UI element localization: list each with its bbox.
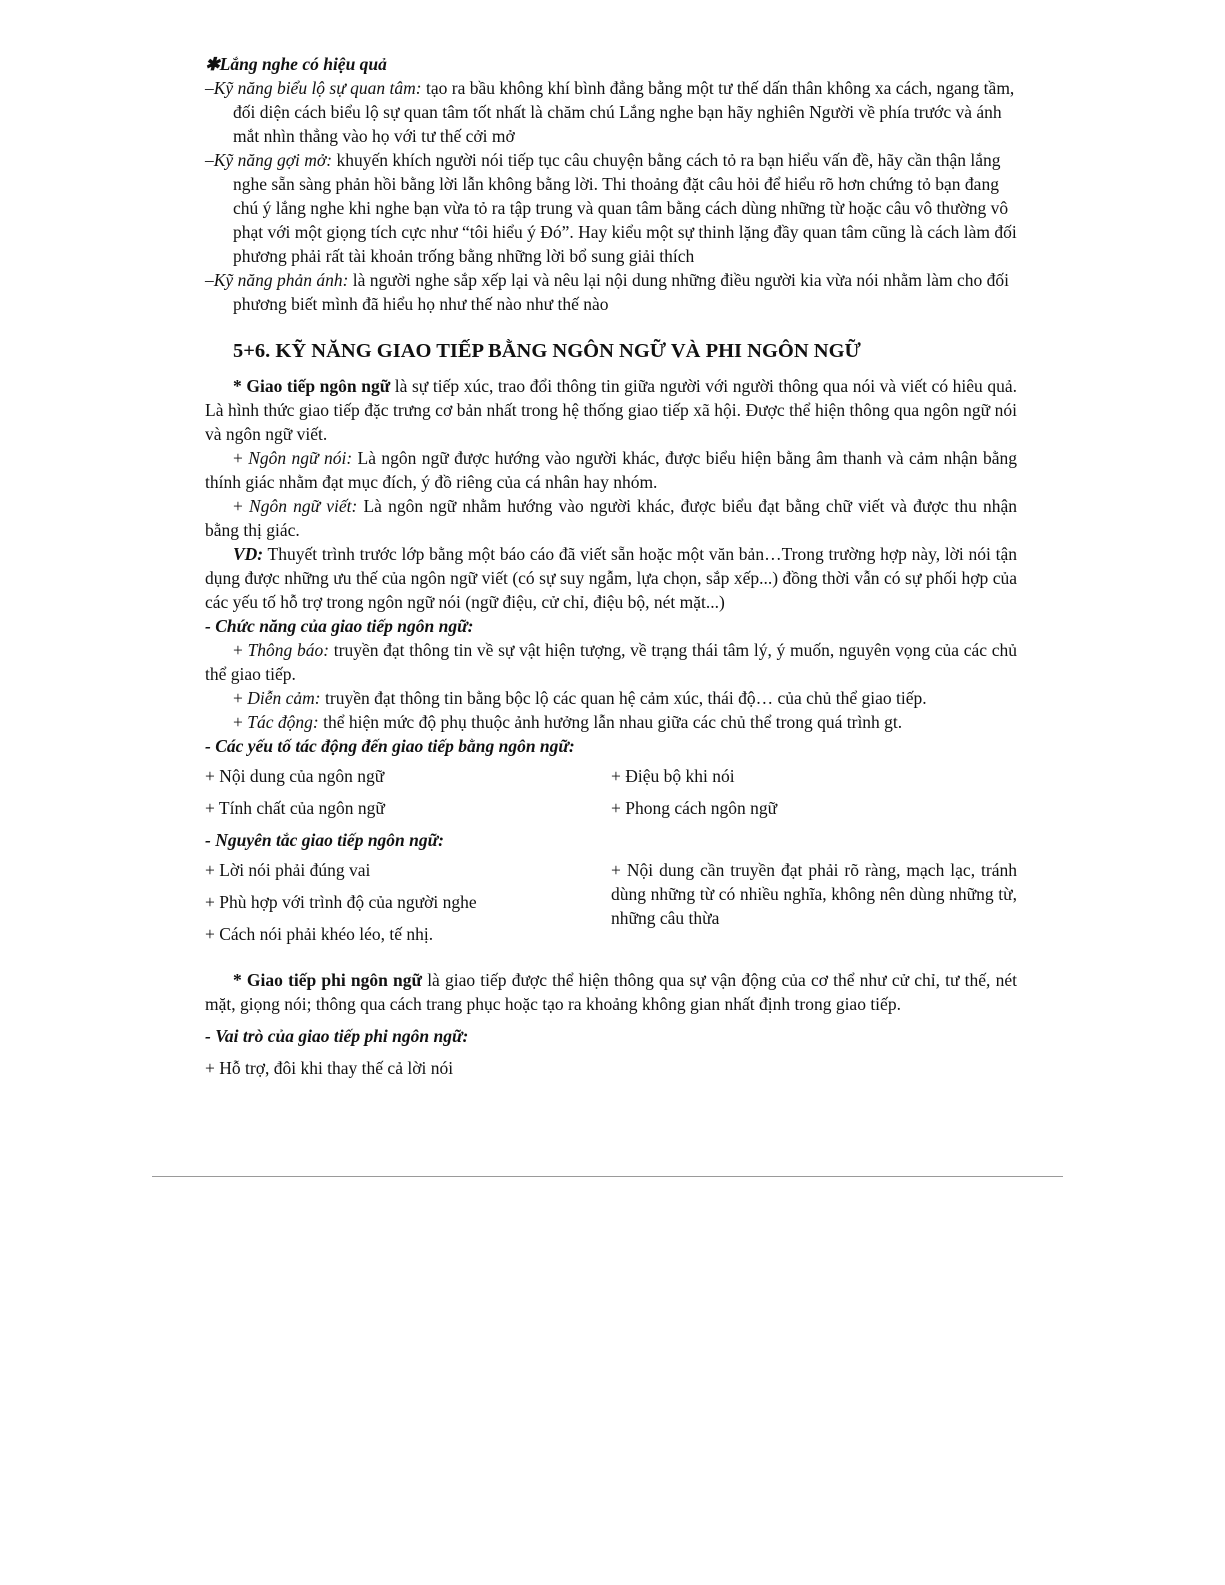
listening-heading: ✱Lắng nghe có hiệu quả xyxy=(205,54,387,74)
factors-left-column xyxy=(205,764,611,828)
spoken-term: Ngôn ngữ nói: xyxy=(248,448,353,468)
listening-item-reflecting xyxy=(205,268,1017,316)
verbal-definition xyxy=(205,374,1017,446)
principle-item: + Nội dung cần truyền đạt phải rõ ràng, mạch lạc, tránh dùng những từ có nhiều nghĩa, không nên dùng những từ, những câu thừa xyxy=(611,860,1017,928)
function-text: truyền đạt thông tin bằng bộc lộ các quan hệ cảm xúc, thái độ… của chủ thể giao tiếp. xyxy=(320,688,927,708)
plus-mark: + xyxy=(233,712,248,732)
item-term: Kỹ năng biểu lộ sự quan tâm: xyxy=(213,78,422,98)
function-term: Tác động: xyxy=(247,712,319,732)
item-text: là người nghe sắp xếp lại và nêu lại nội dung những điều người kia vừa nói nhằm làm cho đối phương biết mình đã hiểu họ như thế nào như thế nào xyxy=(233,270,1009,314)
function-term: Thông báo: xyxy=(247,640,330,660)
plus-mark: + xyxy=(233,448,249,468)
nonverbal-term: Giao tiếp phi ngôn ngữ xyxy=(246,970,423,990)
spoken-text: Là ngôn ngữ được hướng vào người khác, được biểu hiện bằng âm thanh và cảm nhận bằng thính giác nhằm đạt mục đích, ý đồ riêng của cá nhân hay nhóm. xyxy=(205,448,1017,492)
nonverbal-definition xyxy=(205,968,1017,1016)
listening-item-prompting xyxy=(205,148,1017,268)
verbal-text: là sự tiếp xúc, trao đổi thông tin giữa người với người thông qua nói và viết có hiêu quả. Là hình thức giao tiếp đặc trưng cơ bản nhất trong hệ thống giao tiếp xã hội. Được thể hiện thông qua ngôn ngữ nói và ngôn ngữ viết. xyxy=(205,376,1018,444)
plus-mark: + xyxy=(233,496,250,516)
factors-table xyxy=(205,764,1017,828)
nonverbal-text: là giao tiếp được thể hiện thông qua sự vận động của cơ thể như cử chỉ, tư thế, nét mặt, giọng nói; thông qua cách trang phục hoặc tạo ra khoảng không gian nhất định trong giao tiếp. xyxy=(205,970,1017,1014)
principles-heading: - Nguyên tắc giao tiếp ngôn ngữ: xyxy=(205,830,444,850)
principle-item: + Cách nói phải khéo léo, tế nhị. xyxy=(205,924,434,944)
item-text: khuyến khích người nói tiếp tục câu chuyện bằng cách tỏ ra bạn hiểu vấn đề, hãy cần thận lắng nghe sẵn sàng phản hồi bằng lời lẫn không bằng lời. Thi thoảng đặt câu hỏi để hiểu rõ hơn chứng tỏ bạn đang chú ý lắng nghe khi nghe bạn vừa tỏ ra tập trung và quan tâm bằng cách dùng những từ hoặc câu vô thường vô phạt với một giọng tích cực như “tôi hiểu ý Đó”. Hay kiểu một sự thinh lặng đầy quan tâm cũng là cách làm đối phương phải rất tài khoản trống bằng những lời bổ sung giải thích xyxy=(233,150,1017,266)
principles-right-column xyxy=(611,858,1017,954)
factors-heading: - Các yếu tố tác động đến giao tiếp bằng ngôn ngữ: xyxy=(205,736,575,756)
principle-item: + Phù hợp với trình độ của người nghe xyxy=(205,892,477,912)
example-label: VD: xyxy=(233,544,264,564)
written-language xyxy=(205,494,1017,542)
function-item xyxy=(205,638,1017,686)
example-paragraph xyxy=(205,542,1017,614)
factor-item: + Điệu bộ khi nói xyxy=(611,766,735,786)
function-item xyxy=(205,686,1017,710)
item-term: Kỹ năng phản ánh: xyxy=(213,270,349,290)
spoken-language xyxy=(205,446,1017,494)
function-text: truyền đạt thông tin về sự vật hiện tượng, về trạng thái tâm lý, ý muốn, nguyên vọng của các chủ thể giao tiếp. xyxy=(205,640,1017,684)
listening-item-interest xyxy=(205,76,1017,148)
star-mark: * xyxy=(233,970,247,990)
factor-item: + Tính chất của ngôn ngữ xyxy=(205,798,385,818)
function-item xyxy=(205,710,1017,734)
dash: – xyxy=(205,270,214,290)
verbal-term: Giao tiếp ngôn ngữ xyxy=(246,376,391,396)
dash: – xyxy=(205,78,214,98)
principles-left-column xyxy=(205,858,611,954)
factor-item: + Phong cách ngôn ngữ xyxy=(611,798,778,818)
principles-table xyxy=(205,858,1017,954)
plus-mark: + xyxy=(233,640,248,660)
principle-item: + Lời nói phải đúng vai xyxy=(205,860,371,880)
section-title: 5+6. KỸ NĂNG GIAO TIẾP BẰNG NGÔN NGỮ VÀ PHI NGÔN NGỮ xyxy=(233,340,861,362)
plus-mark: + xyxy=(233,688,248,708)
document-page xyxy=(205,52,1017,1080)
page-divider xyxy=(152,1176,1063,1177)
factors-right-column xyxy=(611,764,1017,828)
star-mark: * xyxy=(233,376,247,396)
function-text: thể hiện mức độ phụ thuộc ảnh hưởng lẫn nhau giữa các chủ thể trong quá trình gt. xyxy=(318,712,903,732)
written-term: Ngôn ngữ viết: xyxy=(249,496,358,516)
dash: – xyxy=(205,150,214,170)
written-text: Là ngôn ngữ nhằm hướng vào người khác, được biểu đạt bằng chữ viết và được thu nhận bằng thị giác. xyxy=(205,496,1017,540)
item-text: tạo ra bầu không khí bình đẳng bằng một tư thế dấn thân không xa cách, ngang tầm, đối diện cách biểu lộ sự quan tâm tốt nhất là chăm chú Lắng nghe bạn hãy nghiên Người về phía trước và ánh mắt nhìn thẳng vào họ với tư thế cởi mở xyxy=(233,78,1015,146)
role-item: + Hỗ trợ, đôi khi thay thế cả lời nói xyxy=(205,1058,454,1078)
function-term: Diễn cảm: xyxy=(247,688,321,708)
item-term: Kỹ năng gợi mở: xyxy=(213,150,333,170)
roles-heading: - Vai trò của giao tiếp phi ngôn ngữ: xyxy=(205,1026,469,1046)
functions-heading: - Chức năng của giao tiếp ngôn ngữ: xyxy=(205,616,474,636)
factor-item: + Nội dung của ngôn ngữ xyxy=(205,766,385,786)
example-text: Thuyết trình trước lớp bằng một báo cáo đã viết sẵn hoặc một văn bản…Trong trường hợp này, lời nói tận dụng được những ưu thế của ngôn ngữ viết (có sự suy ngẫm, lựa chọn, sắp xếp...) đồng thời vẫn có sự phối hợp của các yếu tố hỗ trợ trong ngôn ngữ nói (ngữ điệu, cử chỉ, điệu bộ, nét mặt...) xyxy=(205,544,1017,612)
